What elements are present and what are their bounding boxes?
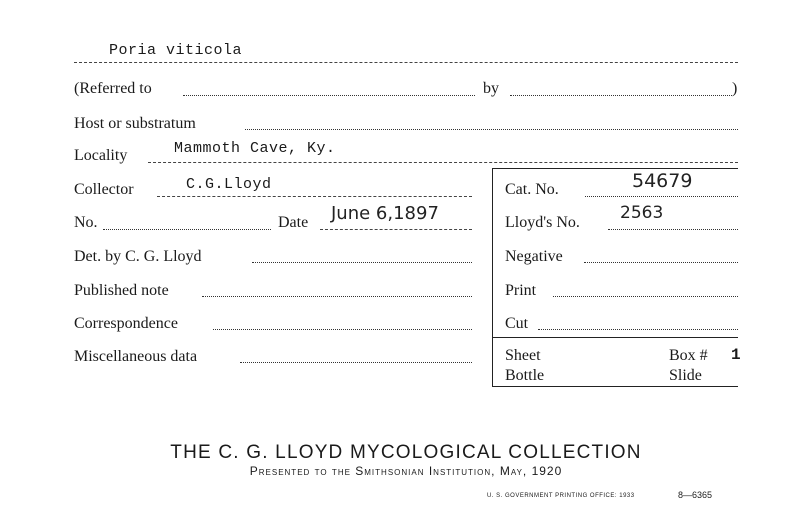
misc-label: Miscellaneous data: [74, 348, 198, 365]
close-paren: ): [732, 80, 738, 97]
print-label: Print: [505, 282, 537, 299]
correspondence-field[interactable]: [213, 329, 472, 330]
negative-label: Negative: [505, 248, 563, 265]
bottle-label: Bottle: [505, 367, 545, 384]
record-box-left: [492, 168, 493, 386]
no-field[interactable]: [103, 229, 271, 230]
locality-label: Locality: [74, 147, 128, 164]
box-value: 1: [731, 346, 742, 364]
form-number: 8—6365: [678, 490, 713, 500]
record-box-top: [492, 168, 738, 169]
collection-title: THE C. G. LLOYD MYCOLOGICAL COLLECTION: [170, 442, 642, 463]
lloyds-no-field[interactable]: [608, 229, 738, 230]
published-field[interactable]: [202, 296, 472, 297]
species-name: Poria viticola: [109, 42, 243, 59]
lloyds-no-value: 2563: [620, 203, 664, 223]
misc-field[interactable]: [240, 362, 472, 363]
cat-no-field[interactable]: [585, 196, 738, 197]
collector-value: C.G.Lloyd: [186, 176, 272, 193]
record-box-bottom: [492, 386, 738, 387]
by-label: by: [483, 80, 499, 97]
date-value: June 6,1897: [331, 203, 439, 224]
collector-label: Collector: [74, 181, 134, 198]
record-box-divider: [492, 337, 738, 338]
referred-to-field[interactable]: [183, 95, 475, 96]
det-by-label: Det. by C. G. Lloyd: [74, 248, 202, 265]
referred-to-label: (Referred to: [74, 80, 152, 97]
host-label: Host or substratum: [74, 115, 196, 132]
referred-by-field[interactable]: [510, 95, 732, 96]
cut-field[interactable]: [538, 329, 738, 330]
collector-line: [157, 196, 472, 197]
date-line: [320, 229, 472, 230]
cat-no-label: Cat. No.: [505, 181, 559, 198]
host-field[interactable]: [245, 129, 738, 130]
sheet-label: Sheet: [505, 347, 541, 364]
correspondence-label: Correspondence: [74, 315, 178, 332]
no-label: No.: [74, 214, 98, 231]
date-label: Date: [278, 214, 309, 231]
negative-field[interactable]: [584, 262, 738, 263]
cut-label: Cut: [505, 315, 529, 332]
det-by-field[interactable]: [252, 262, 472, 263]
box-label: Box #: [669, 347, 708, 364]
locality-value: Mammoth Cave, Ky.: [174, 140, 336, 157]
species-line: [74, 62, 738, 63]
locality-line: [148, 162, 738, 163]
printer-imprint: U. S. GOVERNMENT PRINTING OFFICE: 1933: [487, 493, 635, 499]
cat-no-value: 54679: [632, 170, 693, 192]
collection-subtitle: Presented to the Smithsonian Institution, May, 1920: [249, 464, 563, 478]
slide-label: Slide: [669, 367, 702, 384]
lloyds-no-label: Lloyd's No.: [505, 214, 580, 231]
print-field[interactable]: [553, 296, 738, 297]
published-label: Published note: [74, 282, 169, 299]
